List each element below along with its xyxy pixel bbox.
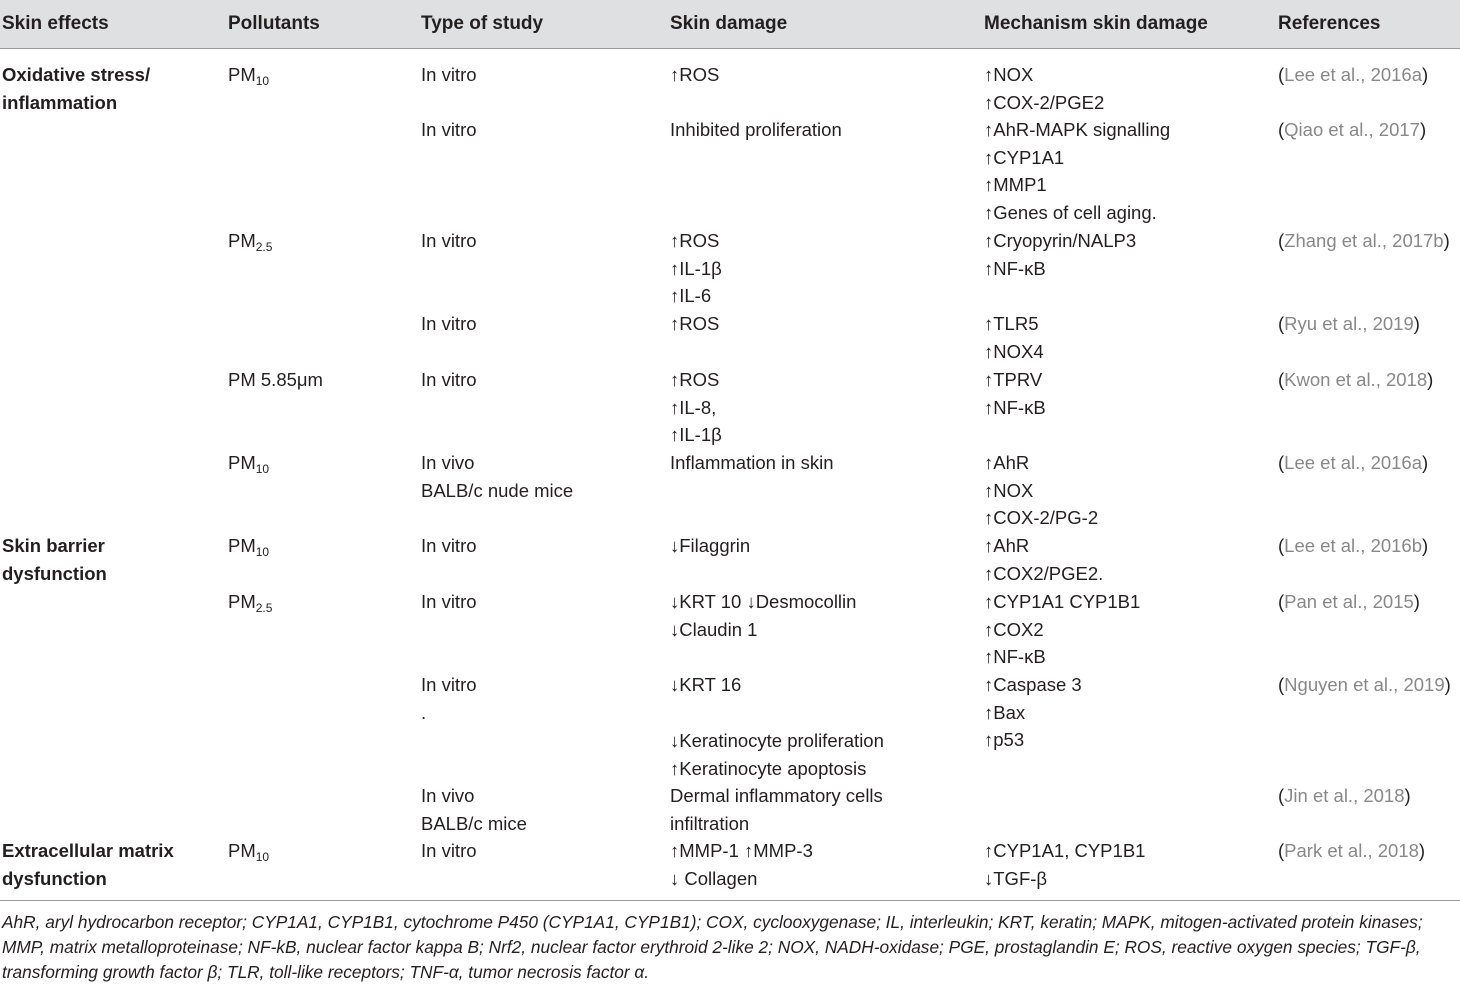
pollutant-cell: $PM_{10}$ [228,452,270,476]
header-mechanism: Mechanism skin damage [984,13,1208,34]
mechanism-cell: ↑Cryopyrin/NALP3 ↑NF-κB [984,230,1137,279]
study-type-cell: In vitro [421,64,477,85]
mechanism-cell: ↑NOX ↑COX-2/PGE2 [984,64,1105,113]
reference-link[interactable]: Jin et al., 2018 [1284,785,1405,806]
study-type-cell: In vitro [421,840,477,861]
skin-damage-cell: ↑ROS ↑IL-1β ↑IL-6 [670,230,722,307]
header-type-of-study: Type of study [421,13,544,34]
pollutant-cell: $PM_{2.5}$ [228,230,273,254]
reference-cell: (Park et al., 2018) [1278,840,1426,861]
mechanism-cell: ↑AhR ↑COX2/PGE2. [984,535,1104,584]
pollutant-cell: $PM_{10}$ [228,840,270,864]
skin-damage-cell: ↓KRT 16 [670,674,742,695]
skin-damage-cell: ↓KRT 10 ↓Desmocollin ↓Claudin 1 [670,591,857,640]
study-type-cell: In vitro [421,230,477,251]
reference-link[interactable]: Pan et al., 2015 [1284,591,1414,612]
pollutant-cell: $PM_{2.5}$ [228,591,273,615]
reference-link[interactable]: Qiao et al., 2017 [1284,119,1420,140]
effect-oxidative-stress: Oxidative stress/ inflammation [2,64,151,113]
study-type-cell: In vitro [421,119,477,140]
skin-damage-cell: ↓Keratinocyte proliferation ↑Keratinocyte apoptosis [670,730,884,779]
reference-link[interactable]: Lee et al., 2016a [1284,64,1423,85]
reference-link[interactable]: Lee et al., 2016a [1284,452,1423,473]
mechanism-cell: ↑CYP1A1, CYP1B1 ↓TGF-β [984,840,1146,889]
reference-cell: (Jin et al., 2018) [1278,785,1411,806]
effect-skin-barrier: Skin barrier dysfunction [2,535,107,584]
skin-damage-cell: Inflammation in skin [670,452,834,473]
study-type-cell: In vitro [421,591,477,612]
header-rule [0,48,1460,49]
reference-link[interactable]: Lee et al., 2016b [1284,535,1423,556]
mechanism-cell: ↑TPRV ↑NF-κB [984,369,1046,418]
reference-link[interactable]: Ryu et al., 2019 [1284,313,1414,334]
pollutant-cell: $PM_{10}$ [228,535,270,559]
reference-cell: (Lee et al., 2016a) [1278,64,1429,85]
table-bottom-rule [0,900,1460,901]
effect-ecm: Extracellular matrix dysfunction [2,840,174,889]
skin-damage-cell: ↑ROS [670,313,720,334]
reference-cell: (Pan et al., 2015) [1278,591,1420,612]
mechanism-cell: ↑AhR ↑NOX ↑COX-2/PG-2 [984,452,1099,529]
header-skin-effects: Skin effects [2,13,109,34]
skin-damage-cell: Inhibited proliferation [670,119,842,140]
header-pollutants: Pollutants [228,13,320,34]
reference-cell: (Lee et al., 2016b) [1278,535,1429,556]
reference-link[interactable]: Nguyen et al., 2019 [1284,674,1445,695]
study-type-cell: In vivo BALB/c nude mice [421,452,574,501]
pollutant-cell: $PM_{10}$ [228,64,270,88]
pollutant-cell: PM 5.85μm [228,369,323,390]
study-type-cell: In vitro [421,313,477,334]
header-skin-damage: Skin damage [670,13,788,34]
reference-link[interactable]: Zhang et al., 2017b [1284,230,1444,251]
reference-link[interactable]: Park et al., 2018 [1284,840,1419,861]
header-references: References [1278,13,1381,34]
reference-cell: (Nguyen et al., 2019) [1278,674,1451,695]
study-type-cell: In vivo BALB/c mice [421,785,527,834]
skin-damage-cell: ↑ROS ↑IL-8, ↑IL-1β [670,369,722,446]
reference-cell: (Qiao et al., 2017) [1278,119,1427,140]
reference-link[interactable]: Kwon et al., 2018 [1284,369,1428,390]
mechanism-cell: ↑CYP1A1 CYP1B1 ↑COX2 ↑NF-κB [984,591,1141,668]
mechanism-cell: ↑AhR-MAPK signalling ↑CYP1A1 ↑MMP1 ↑Genes of cell aging. [984,119,1171,223]
skin-damage-cell: ↑ROS [670,64,720,85]
skin-damage-cell: Dermal inflammatory cells infiltration [670,785,883,834]
mechanism-cell: ↑Caspase 3 ↑Bax ↑p53 [984,674,1082,751]
table-footnote: AhR, aryl hydrocarbon receptor; CYP1A1, CYP1B1, cytochrome P450 (CYP1A1, CYP1B1); COX, cyclooxygenase; IL, interleukin; KRT, keratin; MAPK, mitogen-activated protein kinases; MMP, matrix metalloproteinase; NF-kB, nuclear factor kappa B; Nrf2, nuclear factor erythroid 2-like 2; NOX, NADH-oxidase; PGE, prostaglandin E; ROS, reactive oxygen species; TGF-β, transforming growth factor β; TLR, toll-like receptors; TNF-α, tumor necrosis factor α. [2,912,1423,982]
study-type-cell: In vitro . [421,674,477,723]
skin-damage-cell: ↓Filaggrin [670,535,751,556]
reference-cell: (Lee et al., 2016a) [1278,452,1429,473]
mechanism-cell: ↑TLR5 ↑NOX4 [984,313,1044,362]
reference-cell: (Kwon et al., 2018) [1278,369,1434,390]
skin-damage-cell: ↑MMP-1 ↑MMP-3 ↓ Collagen [670,840,813,889]
study-type-cell: In vitro [421,535,477,556]
reference-cell: (Zhang et al., 2017b) [1278,230,1450,251]
reference-cell: (Ryu et al., 2019) [1278,313,1420,334]
study-type-cell: In vitro [421,369,477,390]
